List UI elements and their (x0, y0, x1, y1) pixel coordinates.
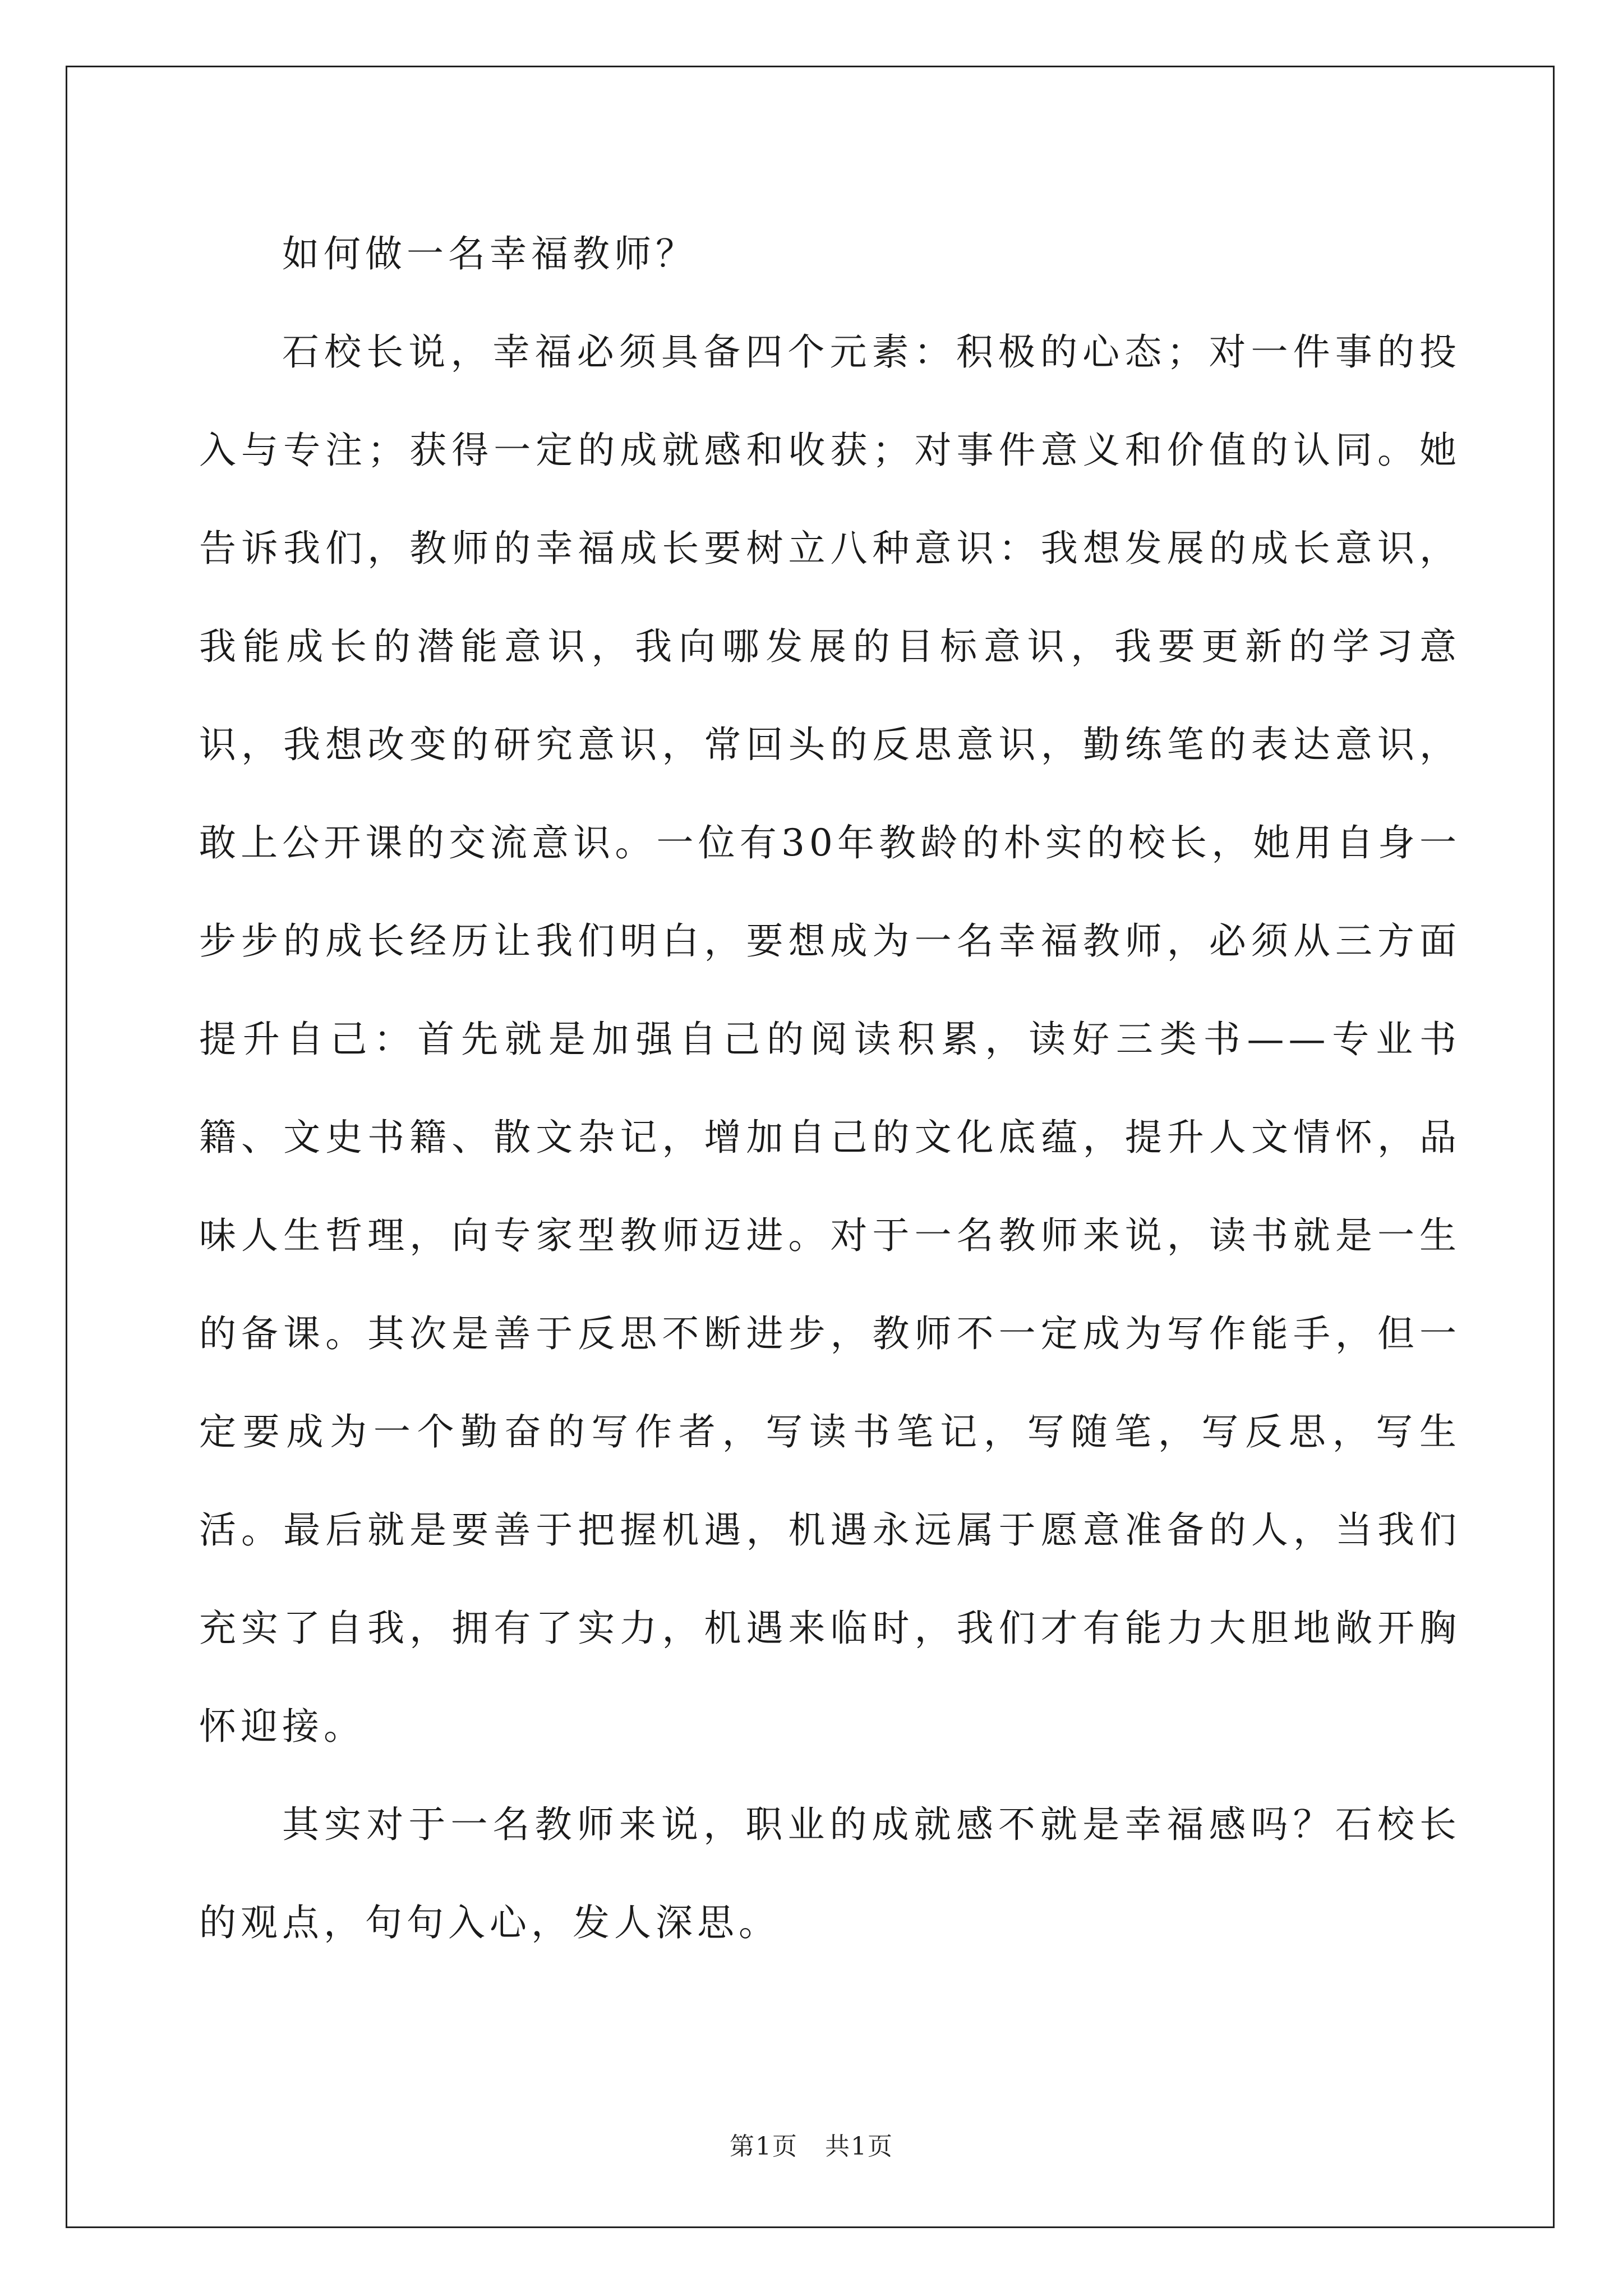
paragraph-2: 其实对于一名教师来说，职业的成就感不就是幸福感吗？石校长的观点，句句入心，发人深思。 (199, 1803, 1461, 1944)
paragraph-1: 石校长说，幸福必须具备四个元素：积极的心态；对一件事的投入与专注；获得一定的成就感和收获；对事件意义和价值的认同。她告诉我们，教师的幸福成长要树立八种意识：我想发展的成长意识，我能成长的潜能意识，我向哪发展的目标意识，我要更新的学习意识，我想改变的研究意识，常回头的反思意识，勤练笔的表达意识，敢上公开课的交流意识。一位有30年教龄的朴实的校长，她用自身一步步的成长经历让我们明白，要想成为一名幸福教师，必须从三方面提升自己：首先就是加强自己的阅读积累，读好三类书——专业书籍、文史书籍、散文杂记，增加自己的文化底蕴，提升人文情怀，品味人生哲理，向专家型教师迈进。对于一名教师来说，读书就是一生的备课。其次是善于反思不断进步，教师不一定成为写作能手，但一定要成为一个勤奋的写作者，写读书笔记，写随笔，写反思，写生活。最后就是要善于把握机遇，机遇永远属于愿意准备的人，当我们充实了自我，拥有了实力，机遇来临时，我们才有能力大胆地敞开胸怀迎接。 (199, 330, 1461, 1748)
page-total: 共1页 (824, 2132, 893, 2161)
page-footer (0, 2126, 1623, 2162)
footer-gap (798, 2132, 825, 2161)
page-number: 第1页 (730, 2132, 799, 2161)
document-title: 如何做一名幸福教师？ (282, 232, 697, 275)
document-body (199, 205, 1461, 1972)
